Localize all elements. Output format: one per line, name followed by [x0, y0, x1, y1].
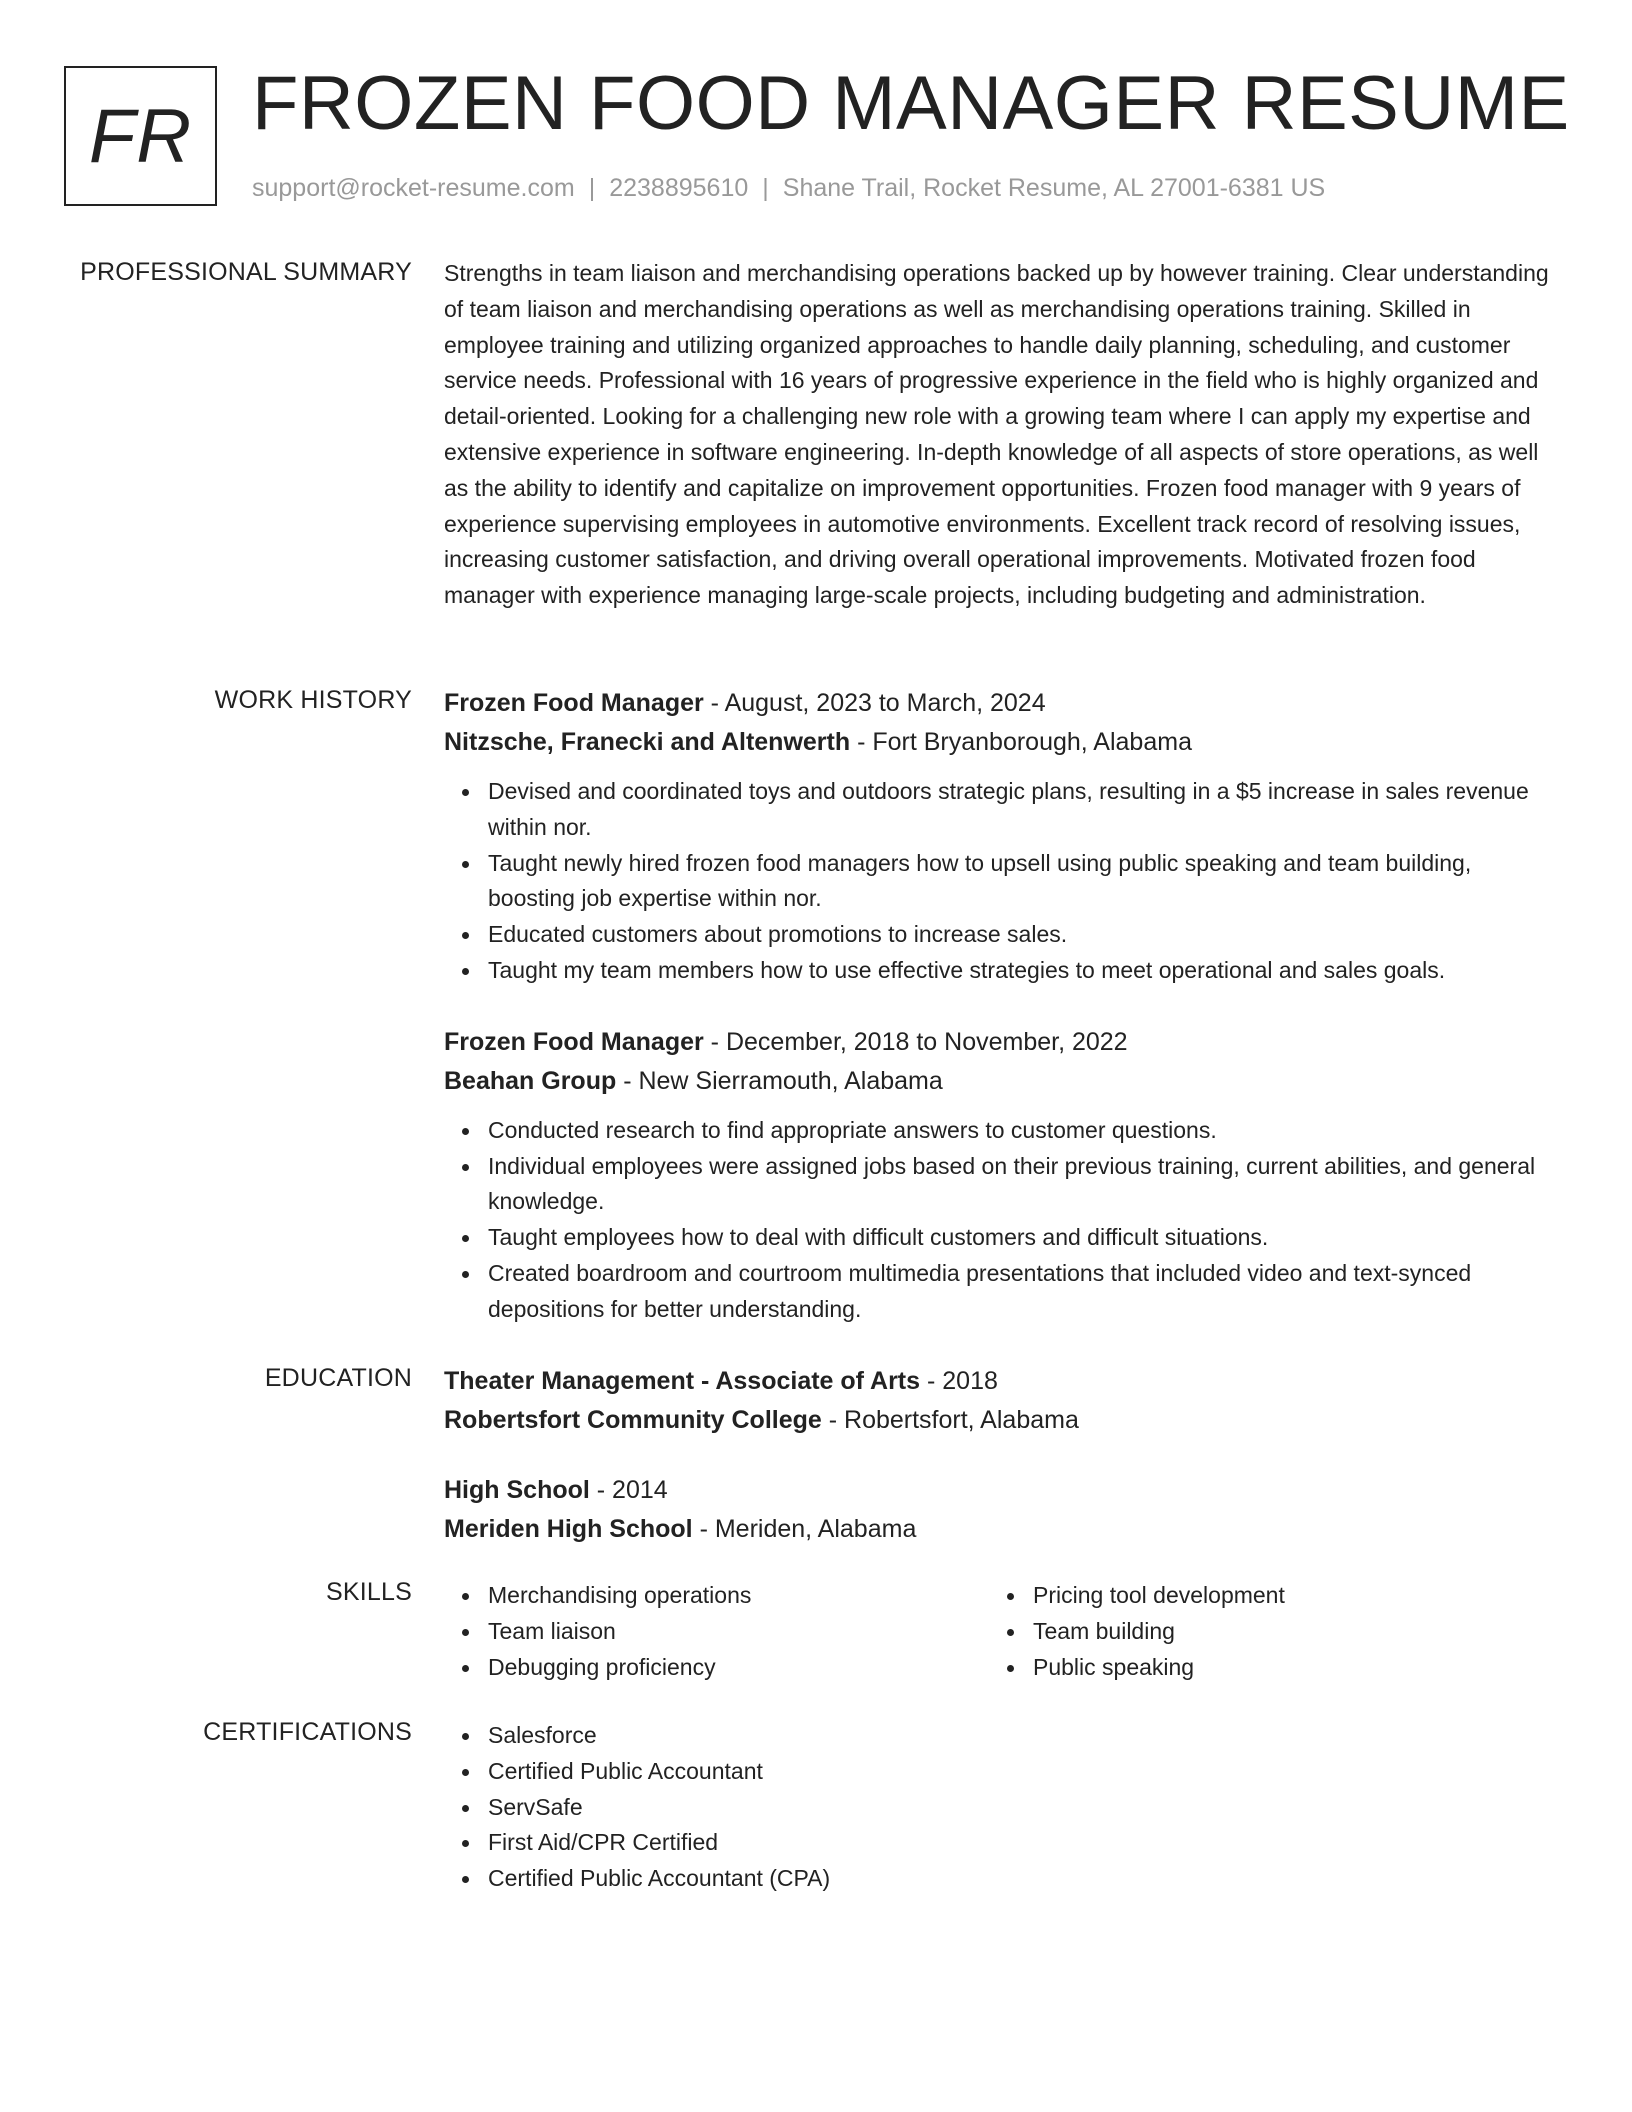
section-label-summary: PROFESSIONAL SUMMARY — [80, 258, 412, 286]
skills-body — [444, 1578, 1554, 1685]
school-line — [444, 1401, 1554, 1440]
job-entry — [444, 684, 1554, 989]
contact-line — [252, 174, 1325, 203]
degree-line — [444, 1362, 1554, 1401]
job-title-line — [444, 684, 1554, 723]
degree-name: High School — [444, 1476, 590, 1504]
skill-item: Team liaison — [488, 1614, 989, 1650]
degree-name: Theater Management - Associate of Arts — [444, 1367, 921, 1395]
job-company-line — [444, 1062, 1554, 1101]
contact-separator: | — [762, 174, 769, 202]
school-line — [444, 1510, 1554, 1549]
skills-columns — [444, 1578, 1554, 1685]
job-company: Nitzsche, Franecki and Altenwerth — [444, 728, 851, 756]
job-location: - New Sierramouth, Alabama — [616, 1066, 943, 1095]
school-location: - Robertsfort, Alabama — [821, 1406, 1079, 1434]
job-title-line — [444, 1023, 1554, 1062]
job-bullet: Created boardroom and courtroom multimedia presentations that included video and text-synced depositions for better understanding. — [488, 1256, 1554, 1328]
job-title: Frozen Food Manager — [444, 1027, 704, 1056]
section-label-work-history: WORK HISTORY — [214, 686, 412, 714]
skills-list-right — [989, 1578, 1534, 1685]
job-bullet-list — [444, 774, 1554, 989]
job-company: Beahan Group — [444, 1066, 617, 1095]
job-company-line — [444, 723, 1554, 762]
contact-address: Shane Trail, Rocket Resume, AL 27001-6381 US — [782, 174, 1326, 202]
skill-item: Public speaking — [1033, 1650, 1534, 1686]
skills-list-left — [444, 1578, 989, 1685]
job-bullet: Conducted research to find appropriate answers to customer questions. — [488, 1113, 1554, 1149]
section-label-certifications: CERTIFICATIONS — [203, 1718, 412, 1746]
certification-item: Certified Public Accountant — [488, 1754, 1554, 1790]
job-title: Frozen Food Manager — [444, 689, 704, 717]
certification-item: First Aid/CPR Certified — [488, 1825, 1554, 1861]
job-bullet: Taught employees how to deal with difficult customers and difficult situations. — [488, 1220, 1554, 1256]
certification-item: ServSafe — [488, 1790, 1554, 1826]
job-location: - Fort Bryanborough, Alabama — [850, 728, 1192, 756]
contact-separator: | — [588, 174, 596, 202]
skill-item: Merchandising operations — [488, 1578, 989, 1614]
education-entry — [444, 1362, 1554, 1440]
job-dates: - December, 2018 to November, 2022 — [703, 1027, 1128, 1056]
education-body — [444, 1362, 1554, 1549]
summary-body — [444, 256, 1554, 614]
resume-header — [64, 61, 1584, 210]
job-bullet-list — [444, 1113, 1554, 1328]
job-entry — [444, 1023, 1554, 1328]
page-title: FROZEN FOOD MANAGER RESUME — [252, 61, 1570, 146]
job-bullet: Individual employees were assigned jobs based on their previous training, current abilities, and general knowledge. — [488, 1149, 1554, 1221]
skill-item: Pricing tool development — [1033, 1578, 1534, 1614]
skill-item: Team building — [1033, 1614, 1534, 1650]
monogram-logo: FR — [64, 66, 217, 206]
certifications-list — [444, 1718, 1554, 1897]
degree-year: - 2014 — [589, 1476, 668, 1504]
work-history-body — [444, 684, 1554, 1328]
education-entry — [444, 1471, 1554, 1549]
job-dates: - August, 2023 to March, 2024 — [703, 689, 1046, 717]
job-bullet: Taught my team members how to use effective strategies to meet operational and sales goals. — [488, 953, 1554, 989]
contact-email[interactable]: support@rocket-resume.com — [252, 174, 575, 202]
degree-year: - 2018 — [920, 1367, 998, 1395]
certification-item: Certified Public Accountant (CPA) — [488, 1861, 1554, 1897]
job-bullet: Educated customers about promotions to increase sales. — [488, 917, 1554, 953]
section-label-skills: SKILLS — [326, 1578, 412, 1606]
section-label-education: EDUCATION — [264, 1364, 412, 1392]
school-name: Meriden High School — [444, 1515, 693, 1543]
job-bullet: Taught newly hired frozen food managers how to upsell using public speaking and team building, boosting job expertise within nor. — [488, 846, 1554, 918]
school-location: - Meriden, Alabama — [692, 1515, 917, 1543]
summary-text: Strengths in team liaison and merchandising operations backed up by however training. Clear understanding of team liaison and merchandising operations as well as merchandising operations training. Skilled in employee training and utilizing organized approaches to handle daily planning, scheduling, and customer service needs. Professional with 16 years of progressive experience in the field who is highly organized and detail-oriented. Looking for a challenging new role with a growing team where I can apply my expertise and extensive experience in software engineering. In-depth knowledge of all aspects of store operations, as well as the ability to identify and capitalize on improvement opportunities. Frozen food manager with 9 years of experience supervising employees in automotive environments. Excellent track record of resolving issues, increasing customer satisfaction, and driving overall operational improvements. Motivated frozen food manager with experience managing large-scale projects, including budgeting and administration. — [444, 260, 1549, 609]
certification-item: Salesforce — [488, 1718, 1554, 1754]
school-name: Robertsfort Community College — [444, 1406, 822, 1434]
job-bullet: Devised and coordinated toys and outdoors strategic plans, resulting in a $5 increase in sales revenue within nor. — [488, 774, 1554, 846]
degree-line — [444, 1471, 1554, 1510]
skill-item: Debugging proficiency — [488, 1650, 989, 1686]
contact-phone[interactable]: 2238895610 — [609, 174, 749, 202]
certifications-body — [444, 1718, 1554, 1897]
